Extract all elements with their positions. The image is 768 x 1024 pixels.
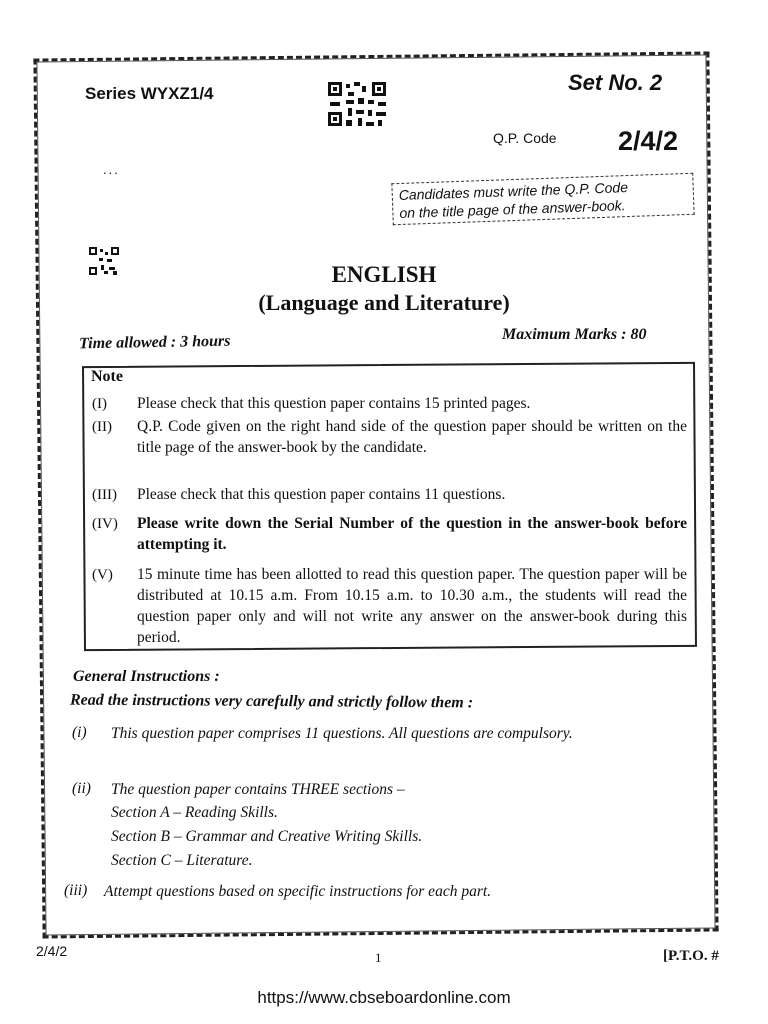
series-label: Series WYXZ1/4	[85, 84, 214, 103]
section-c-line: Section C – Literature.	[111, 852, 253, 869]
qp-code-label: Q.P. Code	[493, 130, 557, 146]
note-item-text: Please write down the Serial Number of the question in the answer-book before attempting it.	[137, 515, 687, 553]
note-item-number: (V)	[92, 567, 113, 583]
note-item-number: (I)	[92, 396, 107, 412]
page-number: 1	[375, 950, 382, 965]
general-instructions-heading: General Instructions :	[73, 668, 220, 685]
section-b-line: Section B – Grammar and Creative Writing Skills.	[111, 828, 423, 845]
general-item-text: The question paper contains THREE sections –	[111, 781, 405, 798]
time-allowed: Time allowed : 3 hours	[78, 332, 231, 353]
general-item-text: Attempt questions based on specific instructions for each part.	[104, 883, 492, 900]
general-item-number: (i)	[72, 724, 87, 741]
note-item-text: Please check that this question paper contains 11 questions.	[137, 486, 506, 503]
candidates-note-line2: on the title page of the answer-book.	[399, 197, 626, 222]
general-item-number: (ii)	[72, 780, 91, 797]
note-item-text: 15 minute time has been allotted to read this question paper. The question paper will be distributed at 10.15 a.m. From 10.15 a.m. to 10.30 a.m., the students will read the question paper only and will not write any answer on the answer-book during this period.	[137, 566, 687, 646]
read-instructions-line: Read the instructions very carefully and strictly follow them :	[69, 691, 474, 712]
candidates-note-line1: Candidates must write the Q.P. Code	[398, 179, 629, 204]
pto-mark: [P.T.O. #	[663, 948, 719, 964]
qr-code-top	[328, 82, 388, 128]
note-item-text: Please check that this question paper contains 15 printed pages.	[137, 395, 531, 412]
qp-code-value: 2/4/2	[618, 126, 679, 156]
section-a-line: Section A – Reading Skills.	[111, 804, 278, 821]
subject-subtitle: (Language and Literature)	[258, 290, 510, 315]
subject-title: ENGLISH	[331, 262, 437, 287]
dots-mark: ...	[103, 162, 120, 177]
source-url: https://www.cbseboardonline.com	[257, 988, 511, 1007]
note-item-number: (II)	[92, 419, 112, 435]
maximum-marks: Maximum Marks : 80	[502, 326, 647, 343]
set-number: Set No. 2	[568, 70, 663, 95]
note-heading: Note	[91, 368, 123, 385]
note-item-text: Q.P. Code given on the right hand side of the question paper should be written on the title page of the answer-book by the candidate.	[137, 418, 687, 456]
note-item-number: (III)	[92, 487, 117, 503]
note-item-number: (IV)	[92, 516, 118, 532]
footer-code: 2/4/2	[36, 943, 68, 959]
general-item-text: This question paper comprises 11 questions. All questions are compulsory.	[111, 725, 573, 742]
general-item-number: (iii)	[64, 882, 88, 899]
